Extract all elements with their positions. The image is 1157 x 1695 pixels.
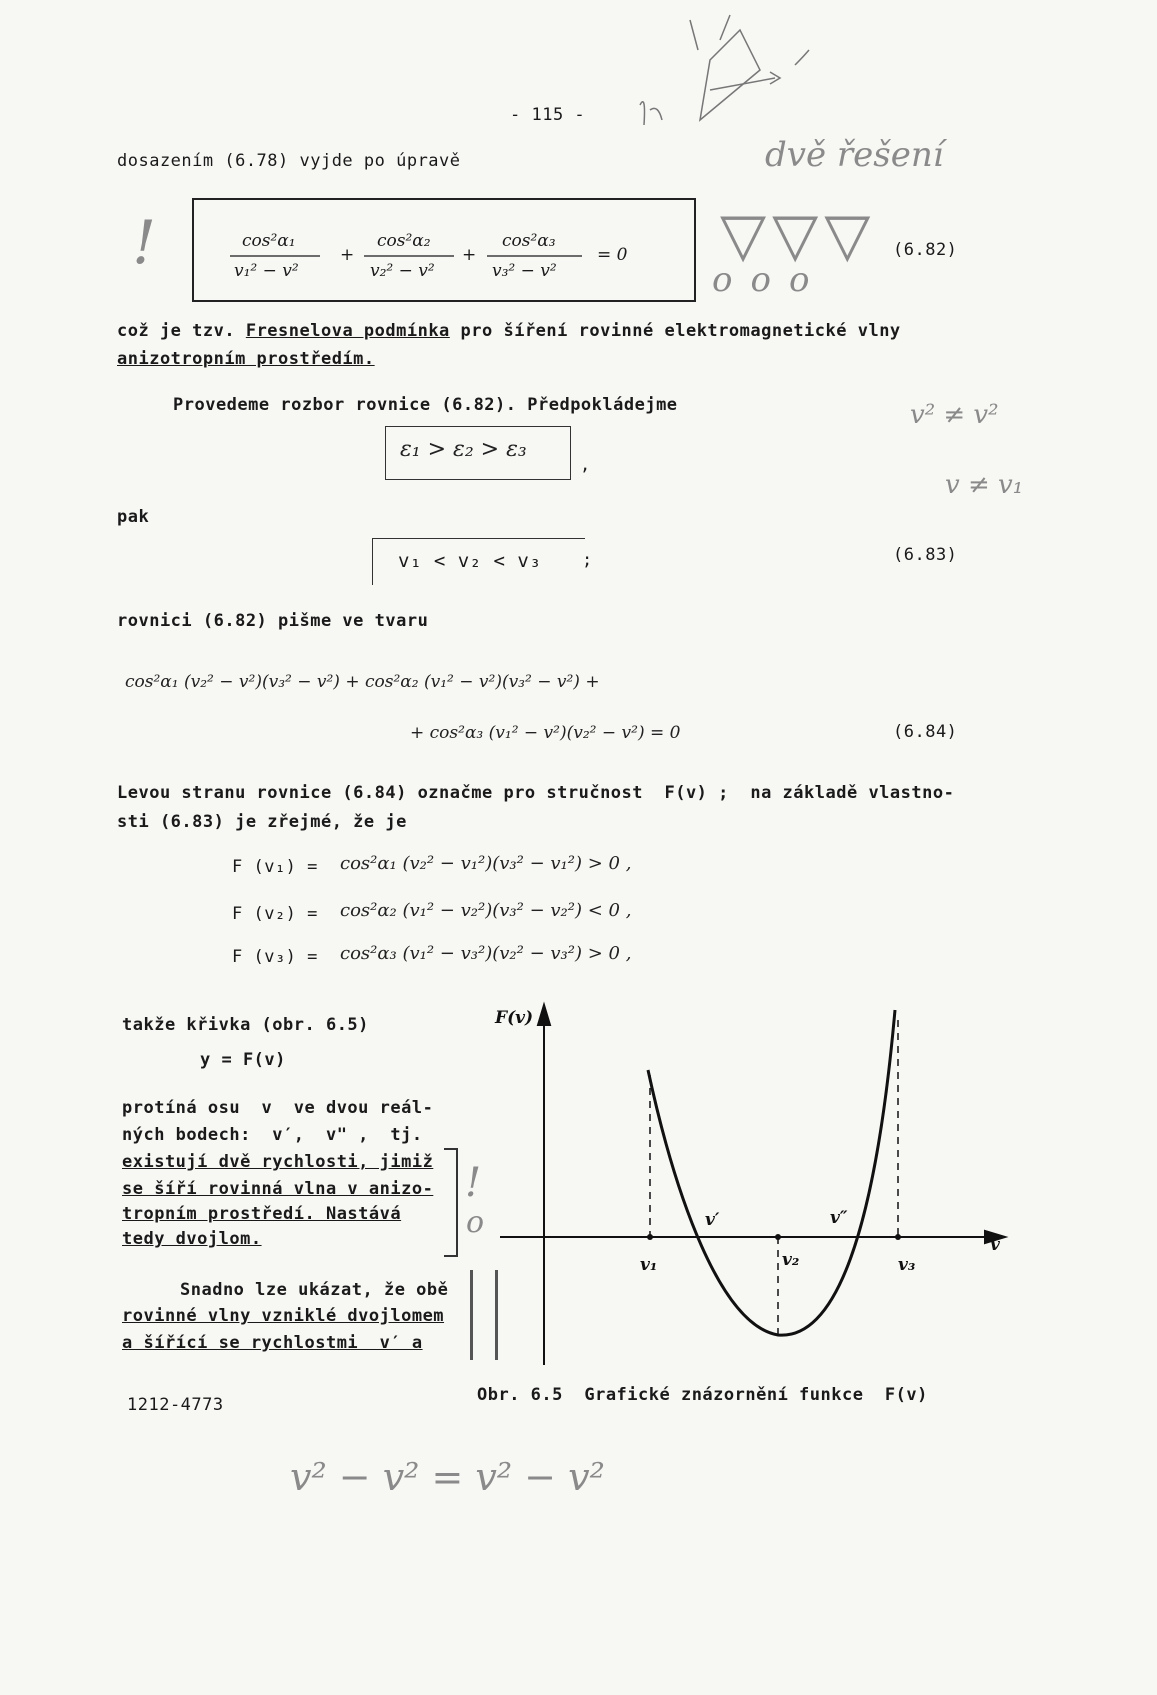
eq682-rhs: = 0 — [597, 245, 628, 265]
eq682-term2-den: v₂² − v² — [370, 261, 435, 281]
eq-684-label: (6.84) — [893, 722, 958, 742]
margin-excl: ! — [465, 1160, 482, 1206]
point-v2 — [775, 1234, 781, 1240]
margin-bracket — [444, 1148, 458, 1257]
circle-marks: ooo — [712, 260, 828, 300]
f-value-3-lhs: F (v₃) = — [232, 947, 318, 967]
para2-line-2: rovinné vlny vzniklé dvojlomem — [122, 1306, 445, 1326]
eq682-term1-num: cos²α₁ — [242, 231, 296, 251]
v-inequality: v₁ < v₂ < v₃ — [398, 550, 542, 572]
para1-line-5: tropním prostředí. Nastává — [122, 1204, 402, 1224]
para2-line-3: a šířící se rychlostmi v′ a — [122, 1333, 423, 1353]
label-v2: v₂ — [782, 1250, 800, 1270]
x-axis-label: v — [990, 1235, 1000, 1255]
margin-note-top-right: dvě řešení — [765, 135, 944, 175]
margin-note-right-2: v ≠ v₁ — [945, 470, 1024, 500]
eq-684-line-1: cos²α₁ (v₂² − v²)(v₃² − v²) + cos²α₂ (v₁² − v²)(v₃² − v²) + — [125, 672, 600, 692]
margin-circle: o — [466, 1205, 485, 1240]
label-v-prime: v′ — [705, 1210, 720, 1230]
page-number: - 115 - — [510, 105, 586, 125]
semicolon: ; — [582, 550, 593, 570]
eq-684-line-2: + cos²α₃ (v₁² − v²)(v₂² − v²) = 0 — [410, 723, 681, 743]
margin-note-right-1: v² ≠ v² — [910, 400, 999, 430]
pak-text: pak — [117, 507, 150, 527]
svg-text:+: + — [340, 245, 355, 265]
f-value-3-rhs: cos²α₃ (v₁² − v₃²)(v₂² − v₃²) > 0 , — [340, 943, 632, 964]
para1-line-3: existují dvě rychlosti, jimiž — [122, 1152, 434, 1172]
curve-text: takže křivka (obr. 6.5) — [122, 1015, 369, 1035]
fresnel-term: Fresnelova podmínka — [245, 321, 450, 341]
label-v1: v₁ — [640, 1255, 658, 1275]
epsilon-inequality: ε₁ > ε₂ > ε₃ — [400, 437, 527, 462]
eq682-term3-num: cos²α₃ — [502, 231, 556, 251]
y-axis-label: F(v) — [495, 1008, 534, 1028]
label-v-double-prime: v″ — [830, 1208, 848, 1228]
doc-code: 1212-4773 — [127, 1395, 224, 1415]
pencil-sketch — [620, 10, 820, 140]
point-v1 — [647, 1234, 653, 1240]
fresnel-line-2: anizotropním prostředím. — [117, 349, 375, 369]
label-v3: v₃ — [898, 1255, 916, 1275]
eq682-term2-num: cos²α₂ — [377, 231, 431, 251]
rewrite-text: rovnici (6.82) pišme ve tvaru — [117, 611, 429, 631]
left-side-line-1: Levou stranu rovnice (6.84) označme pro stručnost F(v) ; na základě vlastno- — [117, 783, 955, 803]
curve-F — [648, 1010, 895, 1335]
comma: , — [580, 455, 591, 475]
analysis-text: Provedeme rozbor rovnice (6.82). Předpokládejme — [173, 395, 678, 415]
eq-682-label: (6.82) — [893, 240, 958, 260]
f-value-1-lhs: F (v₁) = — [232, 857, 318, 877]
para1-line-2: ných bodech: v′, v" , tj. — [122, 1125, 423, 1145]
para2-line-1: Snadno lze ukázat, že obě — [180, 1280, 449, 1300]
point-v3 — [895, 1234, 901, 1240]
eq-683-label: (6.83) — [893, 545, 958, 565]
para1-line-6: tedy dvojlom. — [122, 1229, 262, 1249]
figure-caption: Obr. 6.5 Grafické znázornění funkce F(v) — [477, 1385, 928, 1405]
triangle-marks: ▽▽▽ — [720, 200, 877, 270]
equation-682 — [192, 198, 696, 302]
left-side-line-2: sti (6.83) je zřejmé, že je — [117, 812, 407, 832]
eq682-term1-den: v₁² − v² — [234, 261, 299, 281]
f-value-1-rhs: cos²α₁ (v₂² − v₁²)(v₃² − v₁²) > 0 , — [340, 853, 632, 874]
exclamation-mark: ! — [132, 208, 157, 278]
y-equation: y = F(v) — [200, 1050, 286, 1070]
figure-6-5 — [490, 995, 1030, 1375]
y-axis-arrow — [538, 1005, 550, 1025]
margin-note-bottom: v² − v² = v² − v² — [290, 1455, 605, 1499]
intro-text: dosazením (6.78) vyjde po úpravě — [117, 151, 461, 171]
eq682-term3-den: v₃² − v² — [492, 261, 557, 281]
para1-line-1: protíná osu v ve dvou reál- — [122, 1098, 434, 1118]
para1-line-4: se šíří rovinná vlna v anizo- — [122, 1179, 434, 1199]
f-value-2-rhs: cos²α₂ (v₁² − v₂²)(v₃² − v₂²) < 0 , — [340, 900, 632, 921]
f-value-2-lhs: F (v₂) = — [232, 904, 318, 924]
svg-text:+: + — [462, 245, 477, 265]
fresnel-line-1: což je tzv. Fresnelova podmínka pro šíření rovinné elektromagnetické vlny — [117, 321, 901, 341]
